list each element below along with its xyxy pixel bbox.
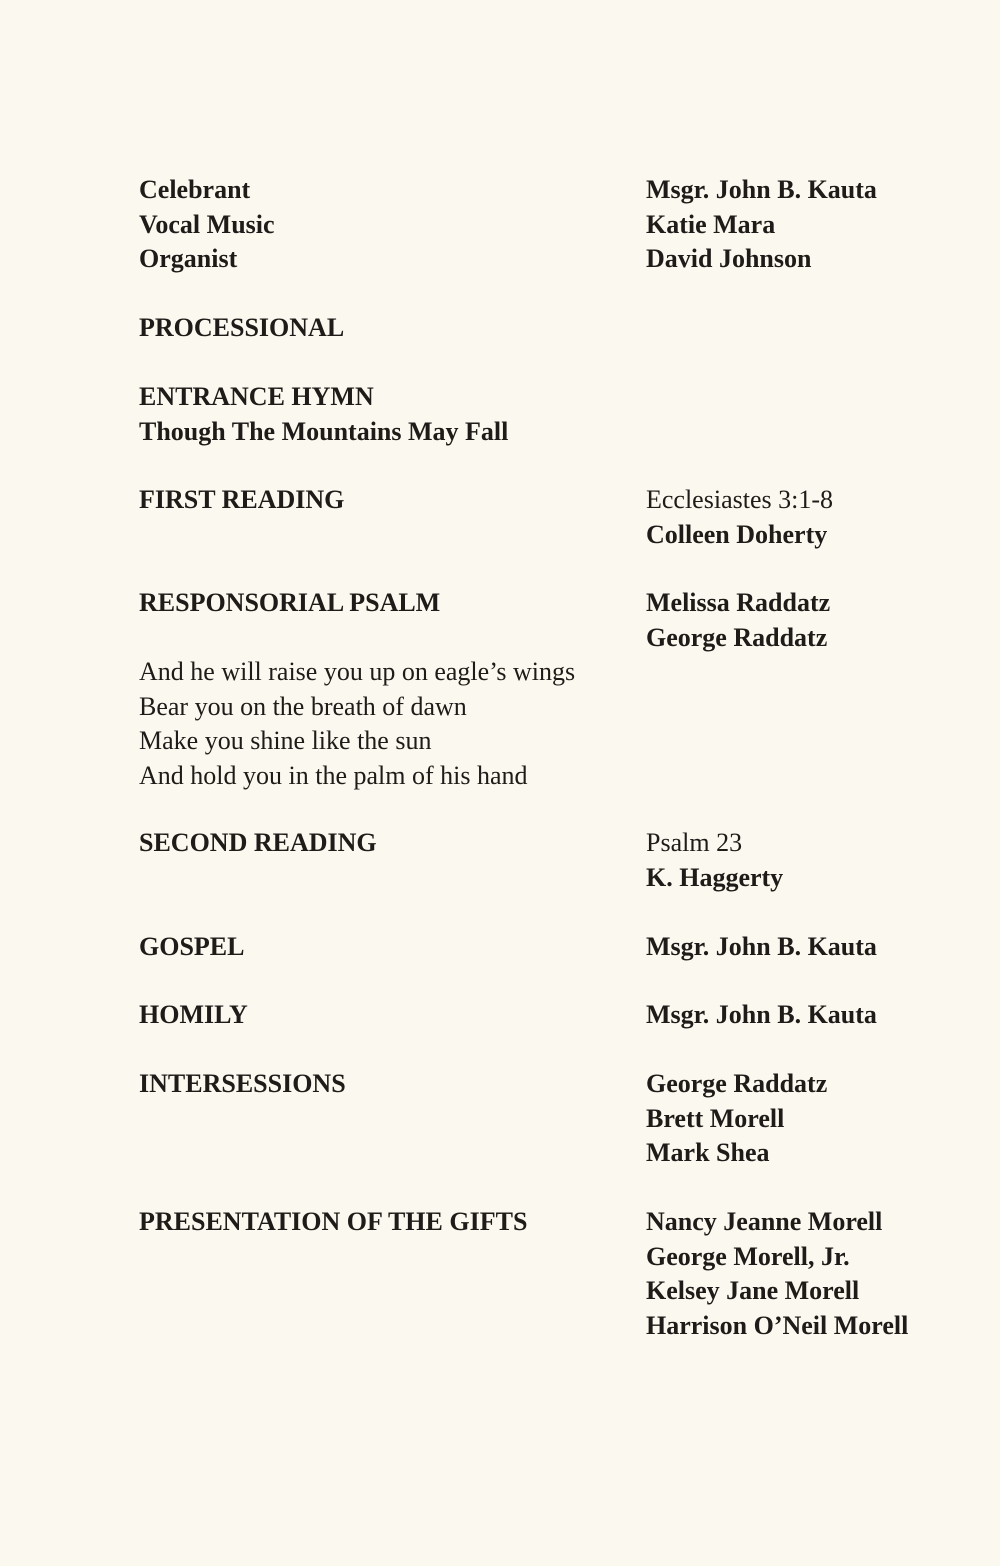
verse-line: Bear you on the breath of dawn [139,691,467,721]
second-reading-reader: K. Haggerty [646,862,784,892]
homily-details [646,998,877,1033]
responsorial-psalm-singers [646,586,830,655]
second-reading-scripture: Psalm 23 [646,828,743,857]
second-reading-heading: SECOND READING [139,828,377,857]
credits-roles [139,173,275,277]
intersessions-heading-block [139,1067,346,1102]
homily-heading-block [139,998,248,1033]
role-organist: Organist [139,244,238,273]
entrance-hymn-title: Though The Mountains May Fall [139,416,509,446]
gifts-presenter: Kelsey Jane Morell [646,1276,860,1305]
processional-heading: PROCESSIONAL [139,313,345,342]
verse-line: And he will raise you up on eagle’s wings [139,657,576,686]
homily-heading: HOMILY [139,1000,248,1029]
second-reading-heading-block [139,826,377,861]
intersessions-readers [646,1067,827,1171]
psalm-singer: George Raddatz [646,622,828,652]
gifts-presenters [646,1205,908,1343]
processional-section [139,311,344,346]
name-celebrant: Msgr. John B. Kauta [646,175,877,204]
intersessions-heading: INTERSESSIONS [139,1069,346,1098]
gospel-heading-block [139,930,244,965]
first-reading-heading: FIRST READING [139,485,345,514]
gifts-presenter: Nancy Jeanne Morell [646,1207,883,1236]
role-vocal-music: Vocal Music [139,209,275,239]
verse-line: Make you shine like the sun [139,726,432,755]
gospel-details [646,930,877,965]
entrance-hymn-section [139,380,508,449]
first-reading-heading-block [139,483,344,518]
intersessions-reader: Brett Morell [646,1103,785,1133]
second-reading-details [646,826,783,895]
gifts-presenter: Harrison O’Neil Morell [646,1310,909,1340]
name-organist: David Johnson [646,244,812,273]
responsorial-psalm-heading-block [139,586,440,621]
responsorial-psalm-heading: RESPONSORIAL PSALM [139,588,441,617]
intersessions-reader: Mark Shea [646,1138,770,1167]
intersessions-reader: George Raddatz [646,1069,828,1098]
gifts-heading: PRESENTATION OF THE GIFTS [139,1207,528,1236]
first-reading-scripture: Ecclesiastes 3:1-8 [646,485,833,514]
name-vocal-music: Katie Mara [646,209,776,239]
gifts-heading-block [139,1205,527,1240]
gospel-reader: Msgr. John B. Kauta [646,932,877,961]
psalm-verse [139,655,575,793]
psalm-singer: Melissa Raddatz [646,588,831,617]
verse-line: And hold you in the palm of his hand [139,760,528,790]
entrance-hymn-heading: ENTRANCE HYMN [139,382,374,411]
first-reading-reader: Colleen Doherty [646,519,828,549]
first-reading-details [646,483,833,552]
credits-names [646,173,877,277]
role-celebrant: Celebrant [139,175,251,204]
gifts-presenter: George Morell, Jr. [646,1241,850,1271]
gospel-heading: GOSPEL [139,932,245,961]
homily-speaker: Msgr. John B. Kauta [646,1000,877,1029]
